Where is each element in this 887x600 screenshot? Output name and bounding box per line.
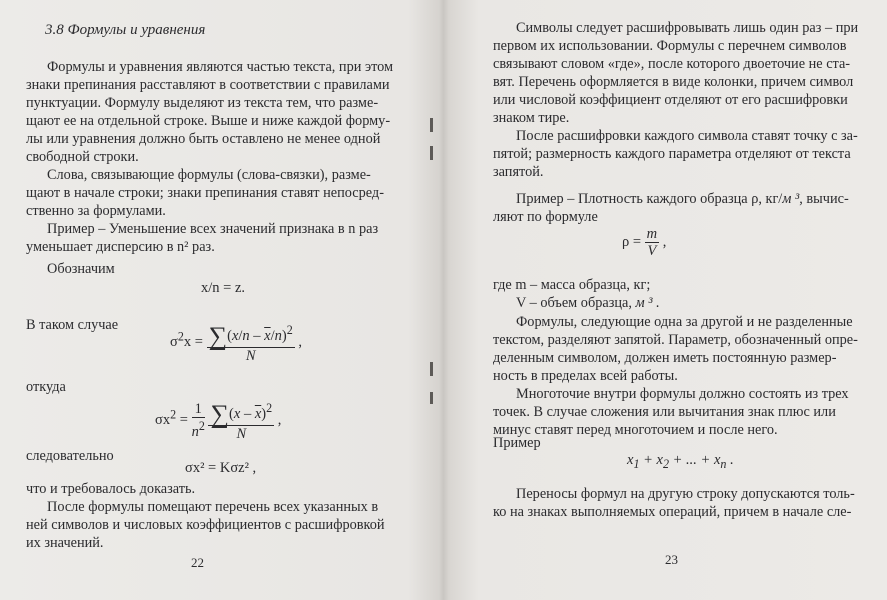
v-text: V – объем образца,	[516, 295, 632, 311]
formula-density: ρ = $\frac{m}{V}$ ,	[622, 226, 667, 259]
body-line: уменьшает дисперсию в n² раз.	[26, 239, 215, 255]
body-line: деленным символом, должен иметь постоянную размер-	[493, 350, 837, 366]
body-line: Многоточие внутри формулы должно состоять из трех	[516, 386, 849, 402]
formula-variance-x-2: $\sigma x^2$ = $\frac{1}{n^2}$ $\frac{\sum(x - \overline{x})^2}{N}$ ,	[155, 399, 282, 442]
body-line: ственно за формулами.	[26, 203, 166, 219]
body-line: Формулы и уравнения являются частью текста, при этом	[47, 59, 394, 75]
body-line: откуда	[26, 379, 66, 395]
body-line: Переносы формул на другую строку допускаются толь-	[516, 486, 855, 502]
gutter-mark	[430, 392, 433, 404]
body-line: запятой.	[493, 164, 544, 180]
right-page	[446, 0, 887, 600]
body-line: связывают словом «где», после которого двоеточие не ста-	[493, 56, 851, 72]
formula-sum-series: $x_1 + x_2$ + ... + $x_n$ .	[627, 452, 734, 471]
body-line: После расшифровки каждого символа ставят точку с за-	[516, 128, 858, 144]
formula-x-over-n: x/n = z.	[201, 280, 246, 296]
body-line: щают ее на отдельной строке. Выше и ниже каждой форму-	[26, 113, 391, 129]
body-line: пятой; размерность каждого параметра отделяют от текста	[493, 146, 851, 162]
body-line: ность в пределах всей работы.	[493, 368, 678, 384]
body-line: их значений.	[26, 535, 104, 551]
section-heading: 3.8 Формулы и уравнения	[45, 22, 206, 38]
body-line: следовательно	[26, 448, 114, 464]
body-line: текстом, разделяют запятой. Параметр, обозначенный опре-	[493, 332, 858, 348]
body-line: щают в начале строки; знаки препинания ставят непосред-	[26, 185, 384, 201]
body-line: В таком случае	[26, 317, 119, 333]
body-line: лы или уравнения должно быть оставлено не менее одной	[26, 131, 381, 147]
body-line: что и требовалось доказать.	[26, 481, 196, 497]
body-line: ко на знаках выполняемых операций, причем в начале сле-	[493, 504, 852, 520]
gutter-mark	[430, 146, 433, 160]
left-page	[0, 0, 440, 600]
formula-variance-x: $\sigma^2x$ = $\frac{\sum(x/n - \overline{x}/n)^2}{N}$ ,	[170, 321, 303, 364]
body-line: Пример – Уменьшение всех значений признака в n раз	[47, 221, 379, 237]
example-text-end: , вычис-	[799, 191, 849, 207]
body-line: вят. Перечень оформляется в виде колонки, причем символ	[493, 74, 854, 90]
body-line: знаком тире.	[493, 110, 570, 126]
page-number: 22	[191, 555, 204, 570]
page-number: 23	[665, 552, 678, 567]
body-line: где m – масса образца, кг;	[493, 277, 651, 293]
body-line: Формулы, следующие одна за другой и не разделенные	[516, 314, 853, 330]
body-line: После формулы помещают перечень всех указанных в	[47, 499, 379, 515]
body-line: ляют по формуле	[493, 209, 598, 225]
primer-label: Пример	[493, 435, 541, 451]
body-line	[516, 294, 660, 312]
body-line: знаки препинания расставляют в соответствии с правилами	[26, 77, 390, 93]
body-line: свободной строки.	[26, 149, 139, 165]
body-line: Слова, связывающие формулы (слова-связки), разме-	[47, 167, 371, 183]
body-line: точек. В случае сложения или вычитания знак плюс или	[493, 404, 836, 420]
body-line: ней символов и числовых коэффициентов с расшифровкой	[26, 517, 385, 533]
body-line: пунктуации. Формулу выделяют из текста тем, что разме-	[26, 95, 379, 111]
body-line: или числовой коэффициент отделяют от его расшифровки	[493, 92, 848, 108]
body-line: минус ставят перед многоточием и после него.	[493, 422, 778, 438]
example-line	[516, 190, 849, 208]
gutter-mark	[430, 118, 433, 132]
gutter-mark	[430, 362, 433, 376]
v-unit: м ³ .	[635, 295, 660, 311]
body-line: Символы следует расшифровывать лишь один раз – при	[516, 20, 859, 36]
example-unit: м ³	[782, 191, 800, 207]
body-line: первом их использовании. Формулы с перечнем символов	[493, 38, 847, 54]
formula-final: σx² = Kσz² ,	[185, 460, 257, 476]
example-text: Пример – Плотность каждого образца ρ, кг/	[516, 191, 783, 207]
body-line: Обозначим	[47, 261, 115, 277]
